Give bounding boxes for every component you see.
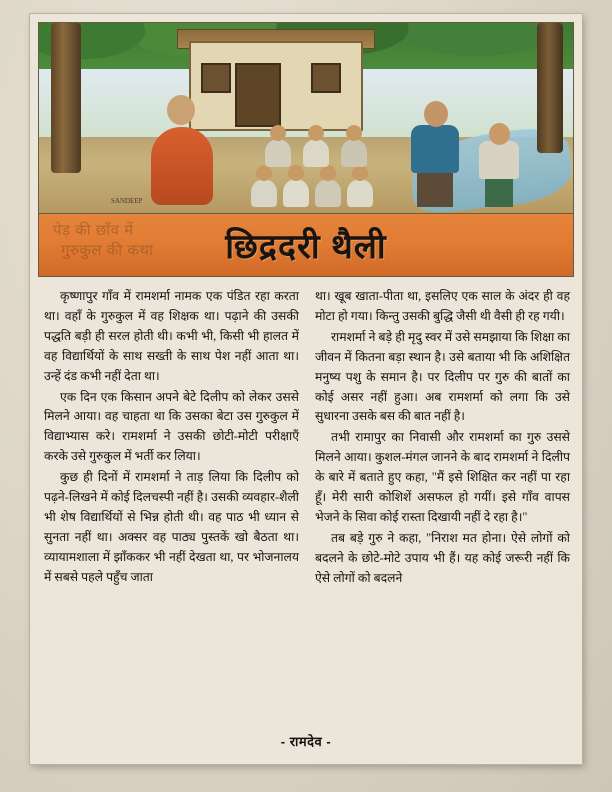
student-head	[270, 125, 286, 141]
farmer-legs	[417, 169, 453, 207]
student-figure	[283, 165, 309, 207]
student-body	[347, 179, 373, 207]
student-head	[308, 125, 324, 141]
dileep-legs	[485, 177, 513, 207]
page-title: छिद्रदरी थैली	[225, 228, 387, 266]
guru-head	[167, 95, 195, 125]
farmer-torso	[411, 125, 459, 173]
article-body	[44, 287, 570, 739]
column-divider	[306, 287, 307, 739]
student-body	[303, 139, 329, 167]
gurukul-door	[235, 63, 281, 127]
gurukul-window-right	[311, 63, 341, 93]
farmer-head	[424, 101, 448, 127]
student-body	[315, 179, 341, 207]
story-illustration	[38, 22, 574, 214]
student-head	[288, 165, 304, 181]
column-container	[44, 287, 570, 739]
right-column	[315, 287, 570, 739]
tree-trunk-right	[537, 23, 563, 153]
farmer-figure	[411, 101, 459, 207]
student-figure	[315, 165, 341, 207]
gurukul-window-left	[201, 63, 231, 93]
page-content	[30, 14, 582, 764]
student-figure	[251, 165, 277, 207]
student-head	[346, 125, 362, 141]
student-figure	[341, 125, 367, 167]
ghost-text-line2: गुरुकुल की कथा	[61, 242, 154, 259]
student-head	[320, 165, 336, 181]
student-head	[256, 165, 272, 181]
student-body	[341, 139, 367, 167]
dileep-head	[489, 123, 510, 145]
left-column	[44, 287, 299, 739]
tree-trunk-left	[51, 23, 81, 173]
paragraph: कृष्णापुर गाँव में रामशर्मा नामक एक पंडित रहा करता था। वहाँ के गुरुकुल में वह शिक्षक था। पढ़ाने की उसकी पद्धति बड़ी ही सरल होती थी। कभी भी, किसी भी हालत में वह विद्यार्थियों के साथ सख्ती के साथ पेश नहीं आता था। उन्हें दंड कभी नहीं देता था।	[44, 289, 299, 383]
student-figure	[265, 125, 291, 167]
ghost-text-line1: पेड़ की छाँव में	[53, 222, 134, 239]
student-body	[265, 139, 291, 167]
student-body	[283, 179, 309, 207]
paragraph: एक दिन एक किसान अपने बेटे दिलीप को लेकर उससे मिलने आया। वह चाहता था कि उसका बेटा उस गुरुकुल में विद्याभ्यास करे। रामशर्मा ने उसकी छोटी-मोटी परीक्षाएँ करके उसे गुरुकुल में भर्ती कर लिया।	[44, 389, 299, 464]
student-head	[352, 165, 368, 181]
student-figure	[303, 125, 329, 167]
dileep-figure	[479, 125, 519, 207]
student-figure	[347, 165, 373, 207]
author-byline: - रामदेव -	[280, 734, 332, 749]
guru-figure	[151, 95, 213, 205]
paragraph: तभी रामापुर का निवासी और रामशर्मा का गुरु उससे मिलने आया। कुशल-मंगल जानने के बाद रामशर्मा ने दिलीप के बारे में बताते हुए कहा, "मैं इसे शिक्षित कर नहीं पा रहा हूँ। मेरी सारी कोशिशें असफल हो गयीं। इसे गाँव वापस भेजने के सिवा कोई रास्ता दिखायी नहीं दे रहा है।"	[315, 430, 570, 524]
guru-robe	[151, 127, 213, 205]
dileep-torso	[479, 141, 519, 179]
student-body	[251, 179, 277, 207]
paragraph: तब बड़े गुरु ने कहा, "निराश मत होना। ऐसे लोगों को बदलने के छोटे-मोटे उपाय भी हैं। यह कोई जरूरी नहीं कि ऐसे लोगों को बदलने	[315, 530, 570, 585]
title-banner	[38, 214, 574, 277]
paragraph: कुछ ही दिनों में रामशर्मा ने ताड़ लिया कि दिलीप को पढ़ने-लिखने में कोई दिलचस्पी नहीं है। उसकी व्यवहार-शैली भी शेष विद्यार्थियों से भिन्न होती थी। वह पाठ भी ध्यान से सुनता नहीं था। अक्सर वह पाठ्य पुस्तकें खो बैठता था। व्यायामशाला में झाँककर भी नहीं देखता था, पर भोजनालय में सबसे पहले पहुँच जाता	[44, 470, 299, 584]
paragraph: रामशर्मा ने बड़े ही मृदु स्वर में उसे समझाया कि शिक्षा का जीवन में कितना बड़ा स्थान है। उसे बताया भी कि अशिक्षित मनुष्य पशु के समान है। पर दिलीप पर गुरु की बातों का कोई असर नहीं हुआ। अब रामशर्मा को लगा कि उसे सुधारना उसके बस की बात नहीं है।	[315, 329, 570, 424]
paragraph: था। खूब खाता-पीता था, इसलिए एक साल के अंदर ही वह मोटा हो गया। किन्तु उसकी बुद्धि जैसी थी वैसी ही रह गयी।	[315, 289, 570, 323]
artist-signature: SANDEEP	[111, 197, 143, 205]
